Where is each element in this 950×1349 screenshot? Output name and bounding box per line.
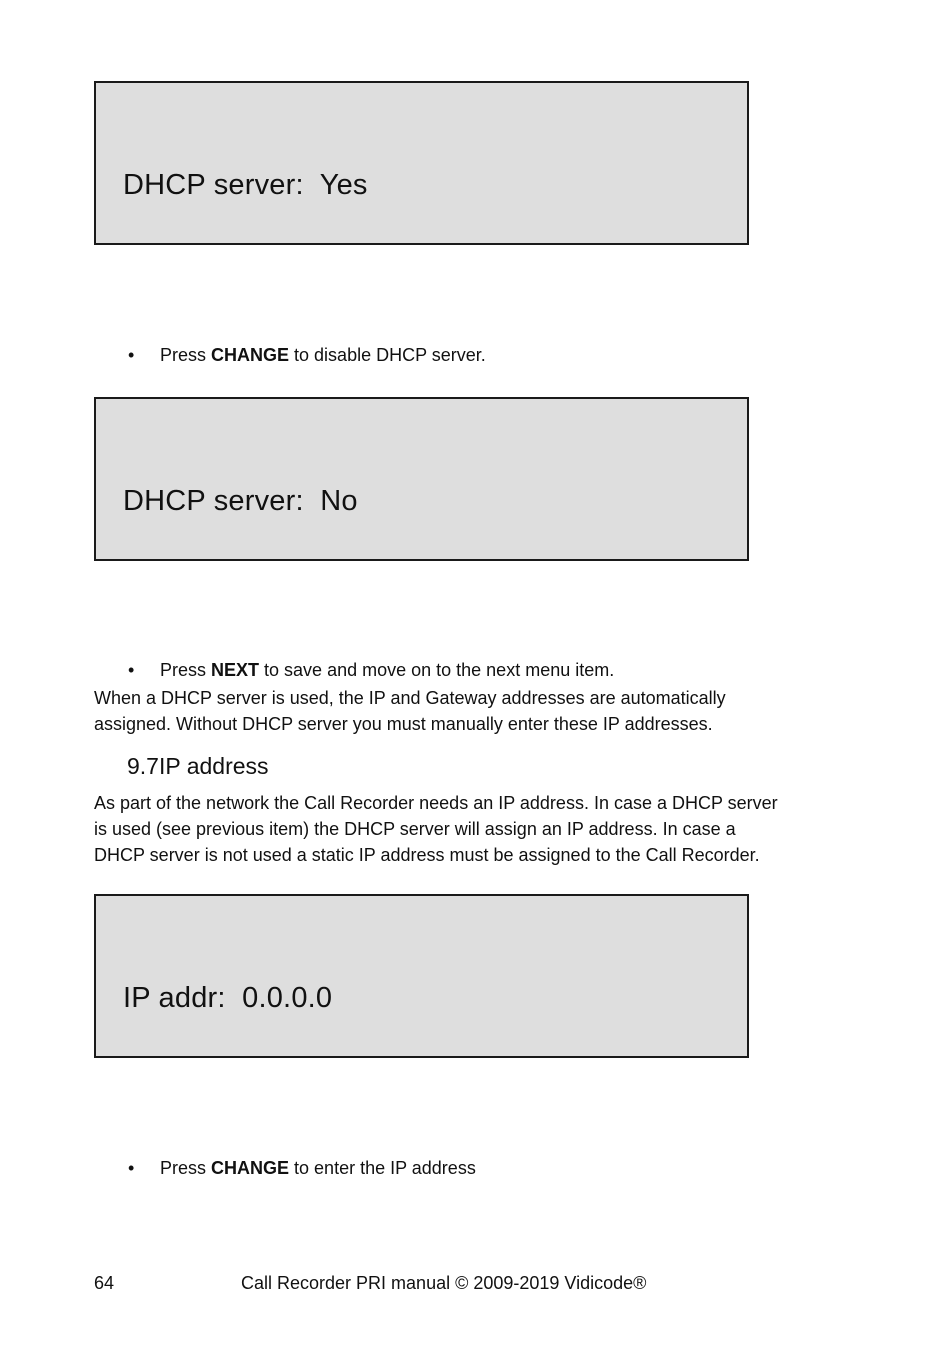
paragraph-line: When a DHCP server is used, the IP and Gateway addresses are automatically	[94, 688, 726, 708]
instruction-bullet	[128, 1158, 476, 1221]
lcd-display-ip-addr	[94, 894, 749, 1058]
lcd-display-text: DHCP server: Yes	[123, 169, 368, 201]
key-name: CHANGE	[211, 1158, 290, 1178]
key-name: CHANGE	[211, 345, 290, 365]
instruction-prefix: Press	[160, 345, 212, 365]
section-heading	[127, 753, 269, 780]
lcd-display-dhcp-yes	[94, 81, 749, 245]
bullet-icon: •	[128, 1158, 135, 1178]
section-number: 9.7	[127, 753, 159, 779]
instruction-prefix: Press	[160, 1158, 212, 1178]
instruction-text	[160, 1158, 476, 1179]
lcd-display-dhcp-no	[94, 397, 749, 561]
instruction-prefix: Press	[160, 660, 212, 680]
page-number: 64	[94, 1273, 115, 1293]
bullet-icon: •	[128, 660, 135, 680]
instruction-text	[160, 660, 614, 681]
key-name: NEXT	[211, 660, 260, 680]
paragraph-line: assigned. Without DHCP server you must manually enter these IP addresses.	[94, 714, 713, 734]
section-title: IP address	[158, 753, 269, 779]
paragraph-line: DHCP server is not used a static IP address must be assigned to the Call Recorder.	[94, 845, 760, 865]
bullet-icon: •	[128, 345, 135, 365]
footer-title: Call Recorder PRI manual © 2009-2019 Vidicode®	[241, 1273, 647, 1293]
ip-address-paragraph	[94, 790, 834, 868]
instruction-text	[160, 345, 486, 366]
instruction-suffix: to enter the IP address	[289, 1158, 476, 1178]
instruction-suffix: to disable DHCP server.	[289, 345, 486, 365]
paragraph-line: As part of the network the Call Recorder needs an IP address. In case a DHCP server	[94, 793, 778, 813]
instruction-suffix: to save and move on to the next menu item.	[259, 660, 615, 680]
lcd-display-text: DHCP server: No	[123, 485, 358, 517]
lcd-display-text: IP addr: 0.0.0.0	[123, 982, 333, 1014]
paragraph-line: is used (see previous item) the DHCP server will assign an IP address. In case a	[94, 819, 736, 839]
dhcp-explanation-paragraph	[94, 685, 834, 737]
